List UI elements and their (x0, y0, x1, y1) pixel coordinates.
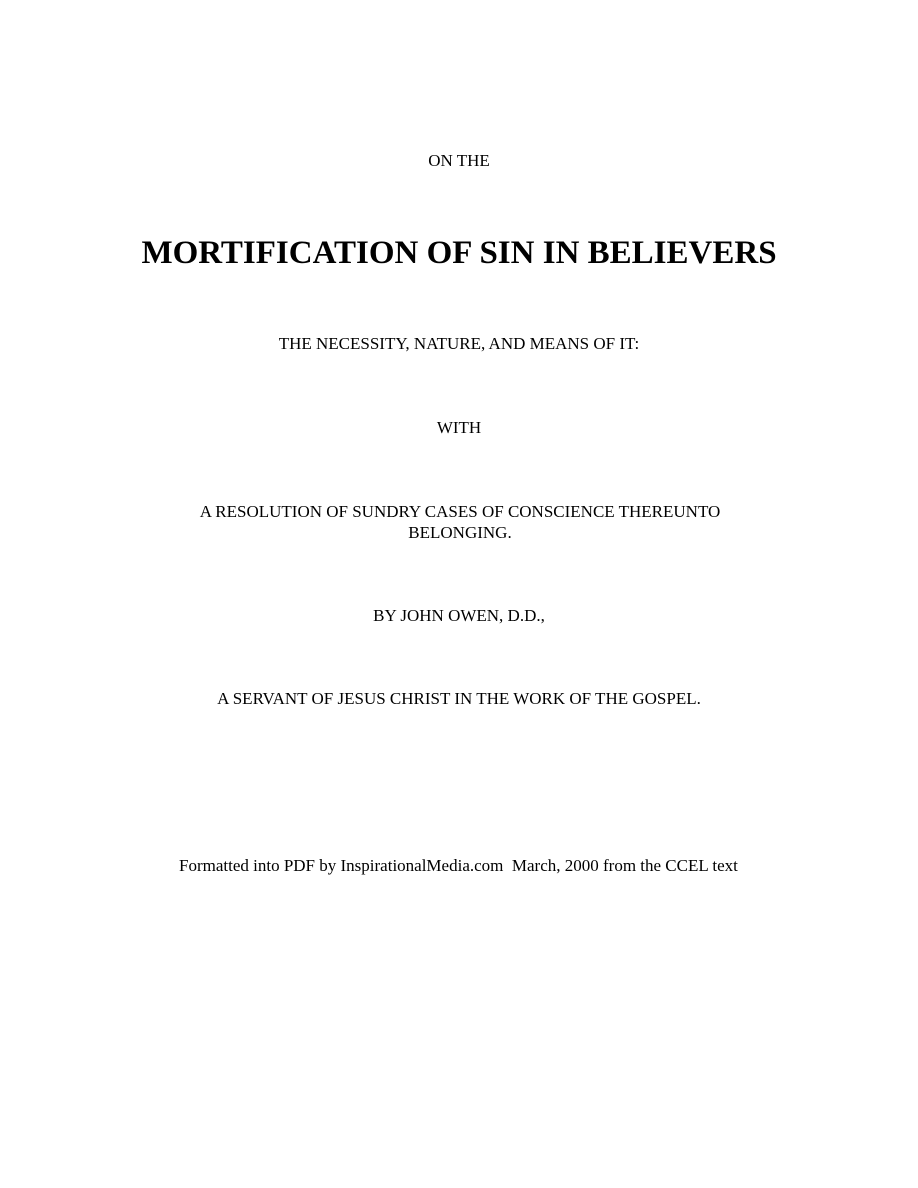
subtitle: THE NECESSITY, NATURE, AND MEANS OF IT: (278, 334, 640, 353)
page-title: MORTIFICATION OF SIN IN BELIEVERS (141, 235, 777, 271)
resolution-line-1: A RESOLUTION OF SUNDRY CASES OF CONSCIENCE THEREUNTO (199, 502, 721, 521)
format-credit: Formatted into PDF by InspirationalMedia.com March, 2000 from the CCEL text (179, 856, 738, 875)
author-description: A SERVANT OF JESUS CHRIST IN THE WORK OF THE GOSPEL. (217, 689, 701, 708)
heading-prefix: ON THE (428, 151, 490, 170)
connector-text: WITH (436, 418, 482, 437)
resolution-text (150, 501, 770, 543)
resolution-line-2: BELONGING. (408, 523, 512, 542)
author-line: BY JOHN OWEN, D.D., (373, 606, 545, 625)
